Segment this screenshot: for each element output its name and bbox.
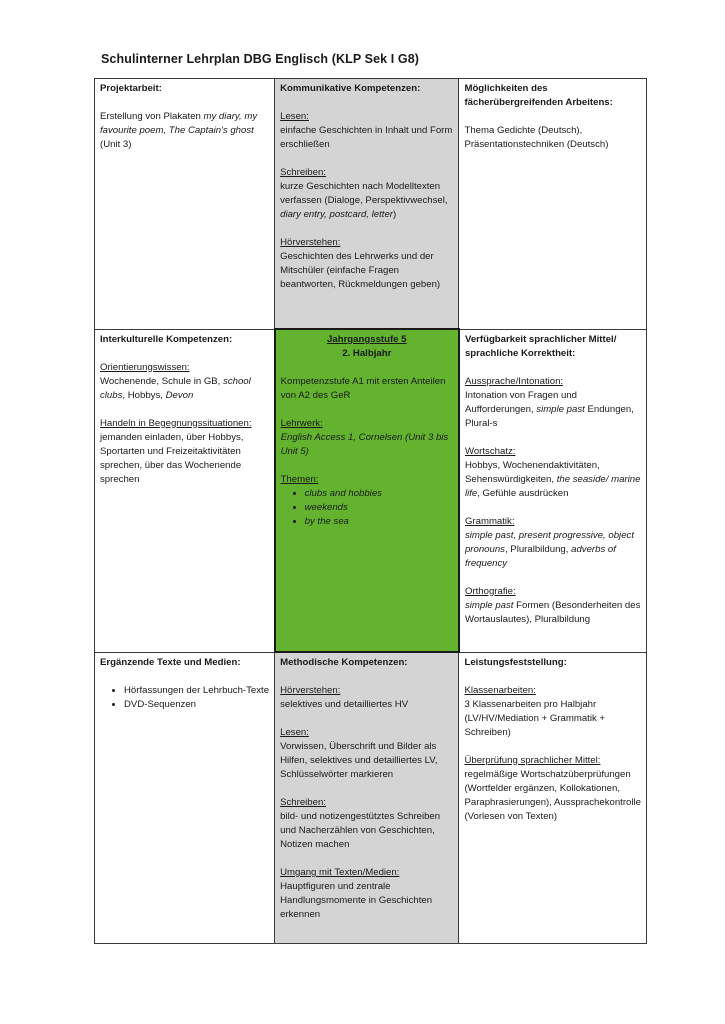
cell-ergaenzende-texte — [95, 652, 275, 944]
cell-kommunikative-kompetenzen — [275, 79, 459, 330]
aussprache-text-a: Intonation von Fragen und Aufforderungen, — [464, 389, 577, 415]
grammatik-text-a: simple past, present progressive, object pronouns — [464, 529, 634, 555]
halbjahr-title: 2. Halbjahr — [342, 348, 392, 359]
orient-text-d: Devon — [165, 389, 194, 401]
projekt-text-c: (Unit 3) — [100, 139, 132, 150]
table-row — [95, 79, 647, 330]
cell-header: Projektarbeit: — [100, 83, 162, 94]
grammatik-heading: Grammatik: — [464, 515, 515, 527]
list-item: • by the sea — [305, 515, 453, 529]
cell-interkulturelle-kompetenzen — [95, 329, 275, 652]
curriculum-table — [94, 78, 647, 944]
kompetenzstufe-text: Kompetenzstufe A1 mit ersten Anteilen von A2 des GeR — [280, 376, 446, 401]
klassenarbeiten-heading: Klassenarbeiten: — [464, 684, 536, 696]
cell-verfuegbarkeit — [459, 329, 647, 652]
schreiben-heading: Schreiben: — [280, 167, 326, 178]
cell-moeglichkeiten — [459, 79, 647, 330]
cell-header: Methodische Kompetenzen: — [280, 657, 408, 668]
m-umgang-heading: Umgang mit Texten/Medien: — [280, 867, 400, 878]
lesen-heading: Lesen: — [280, 111, 309, 122]
cell-header: Leistungsfeststellung: — [464, 656, 567, 668]
m-lesen-heading: Lesen: — [280, 727, 309, 738]
projekt-text-b: my diary, my favourite poem, The Captain's ghost — [100, 111, 258, 136]
schreiben-text-b: diary entry, postcard, letter — [280, 209, 393, 220]
schreiben-text-c: ) — [392, 209, 397, 220]
wortschatz-text-b: the seaside/ marine life — [464, 473, 641, 499]
aussprache-text-b: simple past — [536, 403, 585, 415]
handeln-heading: Handeln in Begegnungssituationen: — [100, 417, 252, 429]
wortschatz-heading: Wortschatz: — [464, 445, 516, 457]
orient-text-b: school clubs — [100, 375, 251, 401]
jahrgang-title: Jahrgangsstufe 5 — [327, 334, 407, 345]
wortschatz-text-c: , Gefühle ausdrücken — [477, 487, 569, 499]
hoerverstehen-text: Geschichten des Lehrwerks und der Mitschüler (einfache Fragen beantworten, Rückmeldungen geben) — [280, 251, 441, 290]
cell-header: Kommunikative Kompetenzen: — [280, 83, 421, 94]
moeglichkeiten-text: Thema Gedichte (Deutsch), Präsentationstechniken (Deutsch) — [464, 125, 609, 150]
cell-header: Interkulturelle Kompetenzen: — [100, 333, 233, 345]
wortschatz-text-a: Hobbys, Wochenendaktivitäten, Sehenswürdigkeiten, — [464, 459, 600, 485]
list-item: • weekends — [305, 501, 453, 515]
list-item: • DVD-Sequenzen — [124, 698, 269, 712]
page-title: Schulinterner Lehrplan DBG Englisch (KLP Sek I G8) — [101, 52, 420, 66]
klassenarbeiten-text: 3 Klassenarbeiten pro Halbjahr (LV/HV/Mediation + Grammatik + Schreiben) — [464, 698, 606, 738]
ortho-text-b: Formen (Besonderheiten des Wortauslautes), Pluralbildung — [464, 599, 641, 625]
orientierung-heading: Orientierungswissen: — [100, 361, 190, 373]
list-item: • clubs and hobbies — [305, 487, 453, 501]
themen-heading: Themen: — [280, 474, 319, 485]
orient-text-c: , Hobbys, — [122, 389, 166, 401]
aussprache-text-c: Endungen, Plural-s — [464, 403, 634, 429]
ueberpruefung-heading: Überprüfung sprachlicher Mittel: — [464, 754, 601, 766]
cell-header: Möglichkeiten des fächerübergreifenden Arbeitens: — [464, 83, 613, 108]
cell-leistungsfeststellung — [459, 652, 647, 944]
table-row — [95, 329, 647, 652]
lehrwerk-heading: Lehrwerk: — [280, 418, 323, 429]
hoerverstehen-heading: Hörverstehen: — [280, 237, 341, 248]
orient-text-a: Wochenende, Schule in GB, — [100, 375, 224, 387]
cell-jahrgangsstufe — [275, 329, 459, 652]
m-schreiben-text: bild- und notizengestütztes Schreiben und Nacherzählen von Geschichten, Notizen machen — [280, 811, 441, 850]
m-schreiben-heading: Schreiben: — [280, 797, 326, 808]
table-row — [95, 652, 647, 944]
lehrwerk-text: English Access 1, Cornelsen (Unit 3 bis Unit 5) — [280, 432, 449, 457]
m-hoerverstehen-text: selektives und detailliertes HV — [280, 699, 409, 710]
themen-list — [281, 487, 453, 529]
handeln-text: jemanden einladen, über Hobbys, Sportarten und Freizeitaktivitäten sprechen, über das Wochenende sprechen — [100, 431, 244, 485]
orthografie-heading: Orthografie: — [464, 585, 516, 597]
m-umgang-text: Hauptfiguren und zentrale Handlungsmomente in Geschichten erkennen — [280, 881, 433, 920]
grammatik-text-c: adverbs of frequency — [464, 543, 616, 569]
aussprache-heading: Aussprache/Intonation: — [464, 375, 564, 387]
m-lesen-text: Vorwissen, Überschrift und Bilder als Hilfen, selektives und detailliertes LV, Schlüsselwörter markieren — [280, 741, 438, 780]
list-item: • Hörfassungen der Lehrbuch-Texte — [124, 684, 269, 698]
ueberpruefung-text: regelmäßige Wortschatzüberprüfungen (Wortfelder ergänzen, Kollokationen, Paraphrasierungen), Aussprachekontrolle (Vorlesen von Texten) — [464, 768, 641, 822]
grammatik-text-b: , Pluralbildung, — [504, 543, 572, 555]
medien-list — [100, 684, 269, 712]
cell-methodische-kompetenzen — [275, 652, 459, 944]
cell-header: Ergänzende Texte und Medien: — [100, 656, 241, 668]
schreiben-text-a: kurze Geschichten nach Modelltexten verfassen (Dialoge, Perspektivwechsel, — [280, 181, 448, 206]
projekt-text-a: Erstellung von Plakaten — [100, 111, 204, 122]
ortho-text-a: simple past — [464, 599, 514, 611]
lesen-text: einfache Geschichten in Inhalt und Form erschließen — [280, 125, 453, 150]
m-hoerverstehen-heading: Hörverstehen: — [280, 685, 341, 696]
cell-header: Verfügbarkeit sprachlicher Mittel/ sprachliche Korrektheit: — [464, 333, 617, 359]
cell-projektarbeit — [95, 79, 275, 330]
